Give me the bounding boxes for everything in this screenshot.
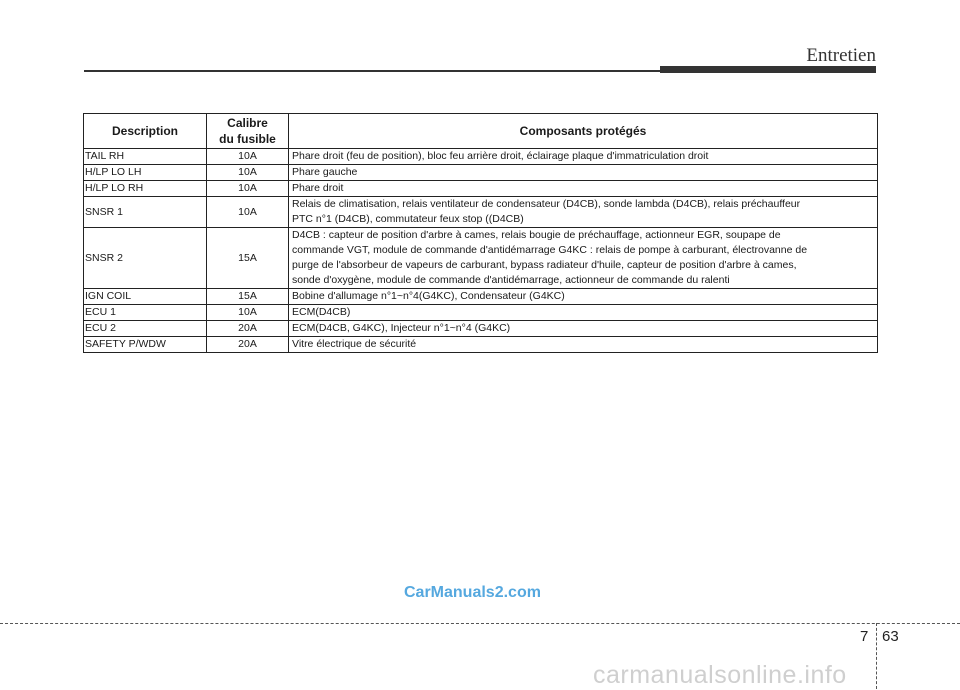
fuse-rating: 20A bbox=[207, 321, 289, 337]
component-line: Vitre électrique de sécurité bbox=[292, 338, 417, 350]
table-row bbox=[84, 337, 878, 353]
header-description: Description bbox=[84, 114, 207, 149]
chapter-number: 7 bbox=[860, 628, 869, 645]
component-line: Bobine d'allumage n°1~n°4(G4KC), Condensateur (G4KC) bbox=[292, 290, 565, 302]
table-row bbox=[84, 149, 878, 165]
fuse-components bbox=[289, 337, 878, 353]
section-title: Entretien bbox=[806, 45, 876, 66]
table-row bbox=[84, 305, 878, 321]
header-rating-line1: Calibre bbox=[227, 116, 268, 130]
component-line: PTC n°1 (D4CB), commutateur feux stop ((D4CB) bbox=[292, 213, 524, 225]
fuse-components bbox=[289, 197, 878, 228]
fuse-components bbox=[289, 321, 878, 337]
fuse-description: H/LP LO RH bbox=[84, 181, 207, 197]
header-rule bbox=[84, 70, 660, 72]
fuse-rating: 10A bbox=[207, 165, 289, 181]
fuse-description: ECU 1 bbox=[84, 305, 207, 321]
fuse-rating: 20A bbox=[207, 337, 289, 353]
fuse-components bbox=[289, 149, 878, 165]
component-line: Phare droit (feu de position), bloc feu arrière droit, éclairage plaque d'immatriculation droit bbox=[292, 150, 709, 162]
fuse-rating: 15A bbox=[207, 228, 289, 289]
fuse-description: SNSR 2 bbox=[84, 228, 207, 289]
header-rating bbox=[207, 114, 289, 149]
fuse-description: SAFETY P/WDW bbox=[84, 337, 207, 353]
component-line: Phare gauche bbox=[292, 166, 358, 178]
fuse-components bbox=[289, 289, 878, 305]
table-row bbox=[84, 181, 878, 197]
component-line: purge de l'absorbeur de vapeurs de carburant, bypass radiateur d'huile, capteur de position d'arbre à cames, bbox=[292, 259, 797, 271]
fuse-components bbox=[289, 305, 878, 321]
table-row bbox=[84, 321, 878, 337]
footer-dashed-rule bbox=[0, 623, 960, 624]
component-line: ECM(D4CB) bbox=[292, 306, 351, 318]
fuse-description: SNSR 1 bbox=[84, 197, 207, 228]
component-line: D4CB : capteur de position d'arbre à cames, relais bougie de préchauffage, actionneur EGR, soupape de bbox=[292, 229, 781, 241]
fuse-description: TAIL RH bbox=[84, 149, 207, 165]
table-row bbox=[84, 228, 878, 289]
fuse-rating: 15A bbox=[207, 289, 289, 305]
fuse-rating: 10A bbox=[207, 149, 289, 165]
table-header-row bbox=[84, 114, 878, 149]
fuse-table-body bbox=[84, 149, 878, 353]
fuse-rating: 10A bbox=[207, 181, 289, 197]
header-components: Composants protégés bbox=[289, 114, 878, 149]
fuse-description: IGN COIL bbox=[84, 289, 207, 305]
watermark-top: CarManuals2.com bbox=[404, 584, 541, 601]
header-bar bbox=[660, 66, 876, 73]
component-line: ECM(D4CB, G4KC), Injecteur n°1~n°4 (G4KC) bbox=[292, 322, 511, 334]
table-row bbox=[84, 289, 878, 305]
component-line: commande VGT, module de commande d'antidémarrage G4KC : relais de pompe à carburant, électrovanne de bbox=[292, 244, 808, 256]
component-line: sonde d'oxygène, module de commande d'antidémarrage, actionneur de commande du ralenti bbox=[292, 274, 730, 286]
watermark-bottom: carmanualsonline.info bbox=[593, 661, 847, 689]
fuse-rating: 10A bbox=[207, 305, 289, 321]
fuse-description: H/LP LO LH bbox=[84, 165, 207, 181]
component-line: Relais de climatisation, relais ventilateur de condensateur (D4CB), sonde lambda (D4CB), relais préchauffeur bbox=[292, 198, 801, 210]
fuse-components bbox=[289, 228, 878, 289]
header-rating-line2: du fusible bbox=[219, 132, 276, 146]
fuse-table bbox=[83, 113, 878, 353]
page-number: 63 bbox=[882, 628, 899, 645]
fuse-rating: 10A bbox=[207, 197, 289, 228]
table-row bbox=[84, 197, 878, 228]
component-line: Phare droit bbox=[292, 182, 344, 194]
fuse-components bbox=[289, 181, 878, 197]
footer-dashed-divider bbox=[876, 623, 877, 689]
fuse-components bbox=[289, 165, 878, 181]
fuse-description: ECU 2 bbox=[84, 321, 207, 337]
table-row bbox=[84, 165, 878, 181]
